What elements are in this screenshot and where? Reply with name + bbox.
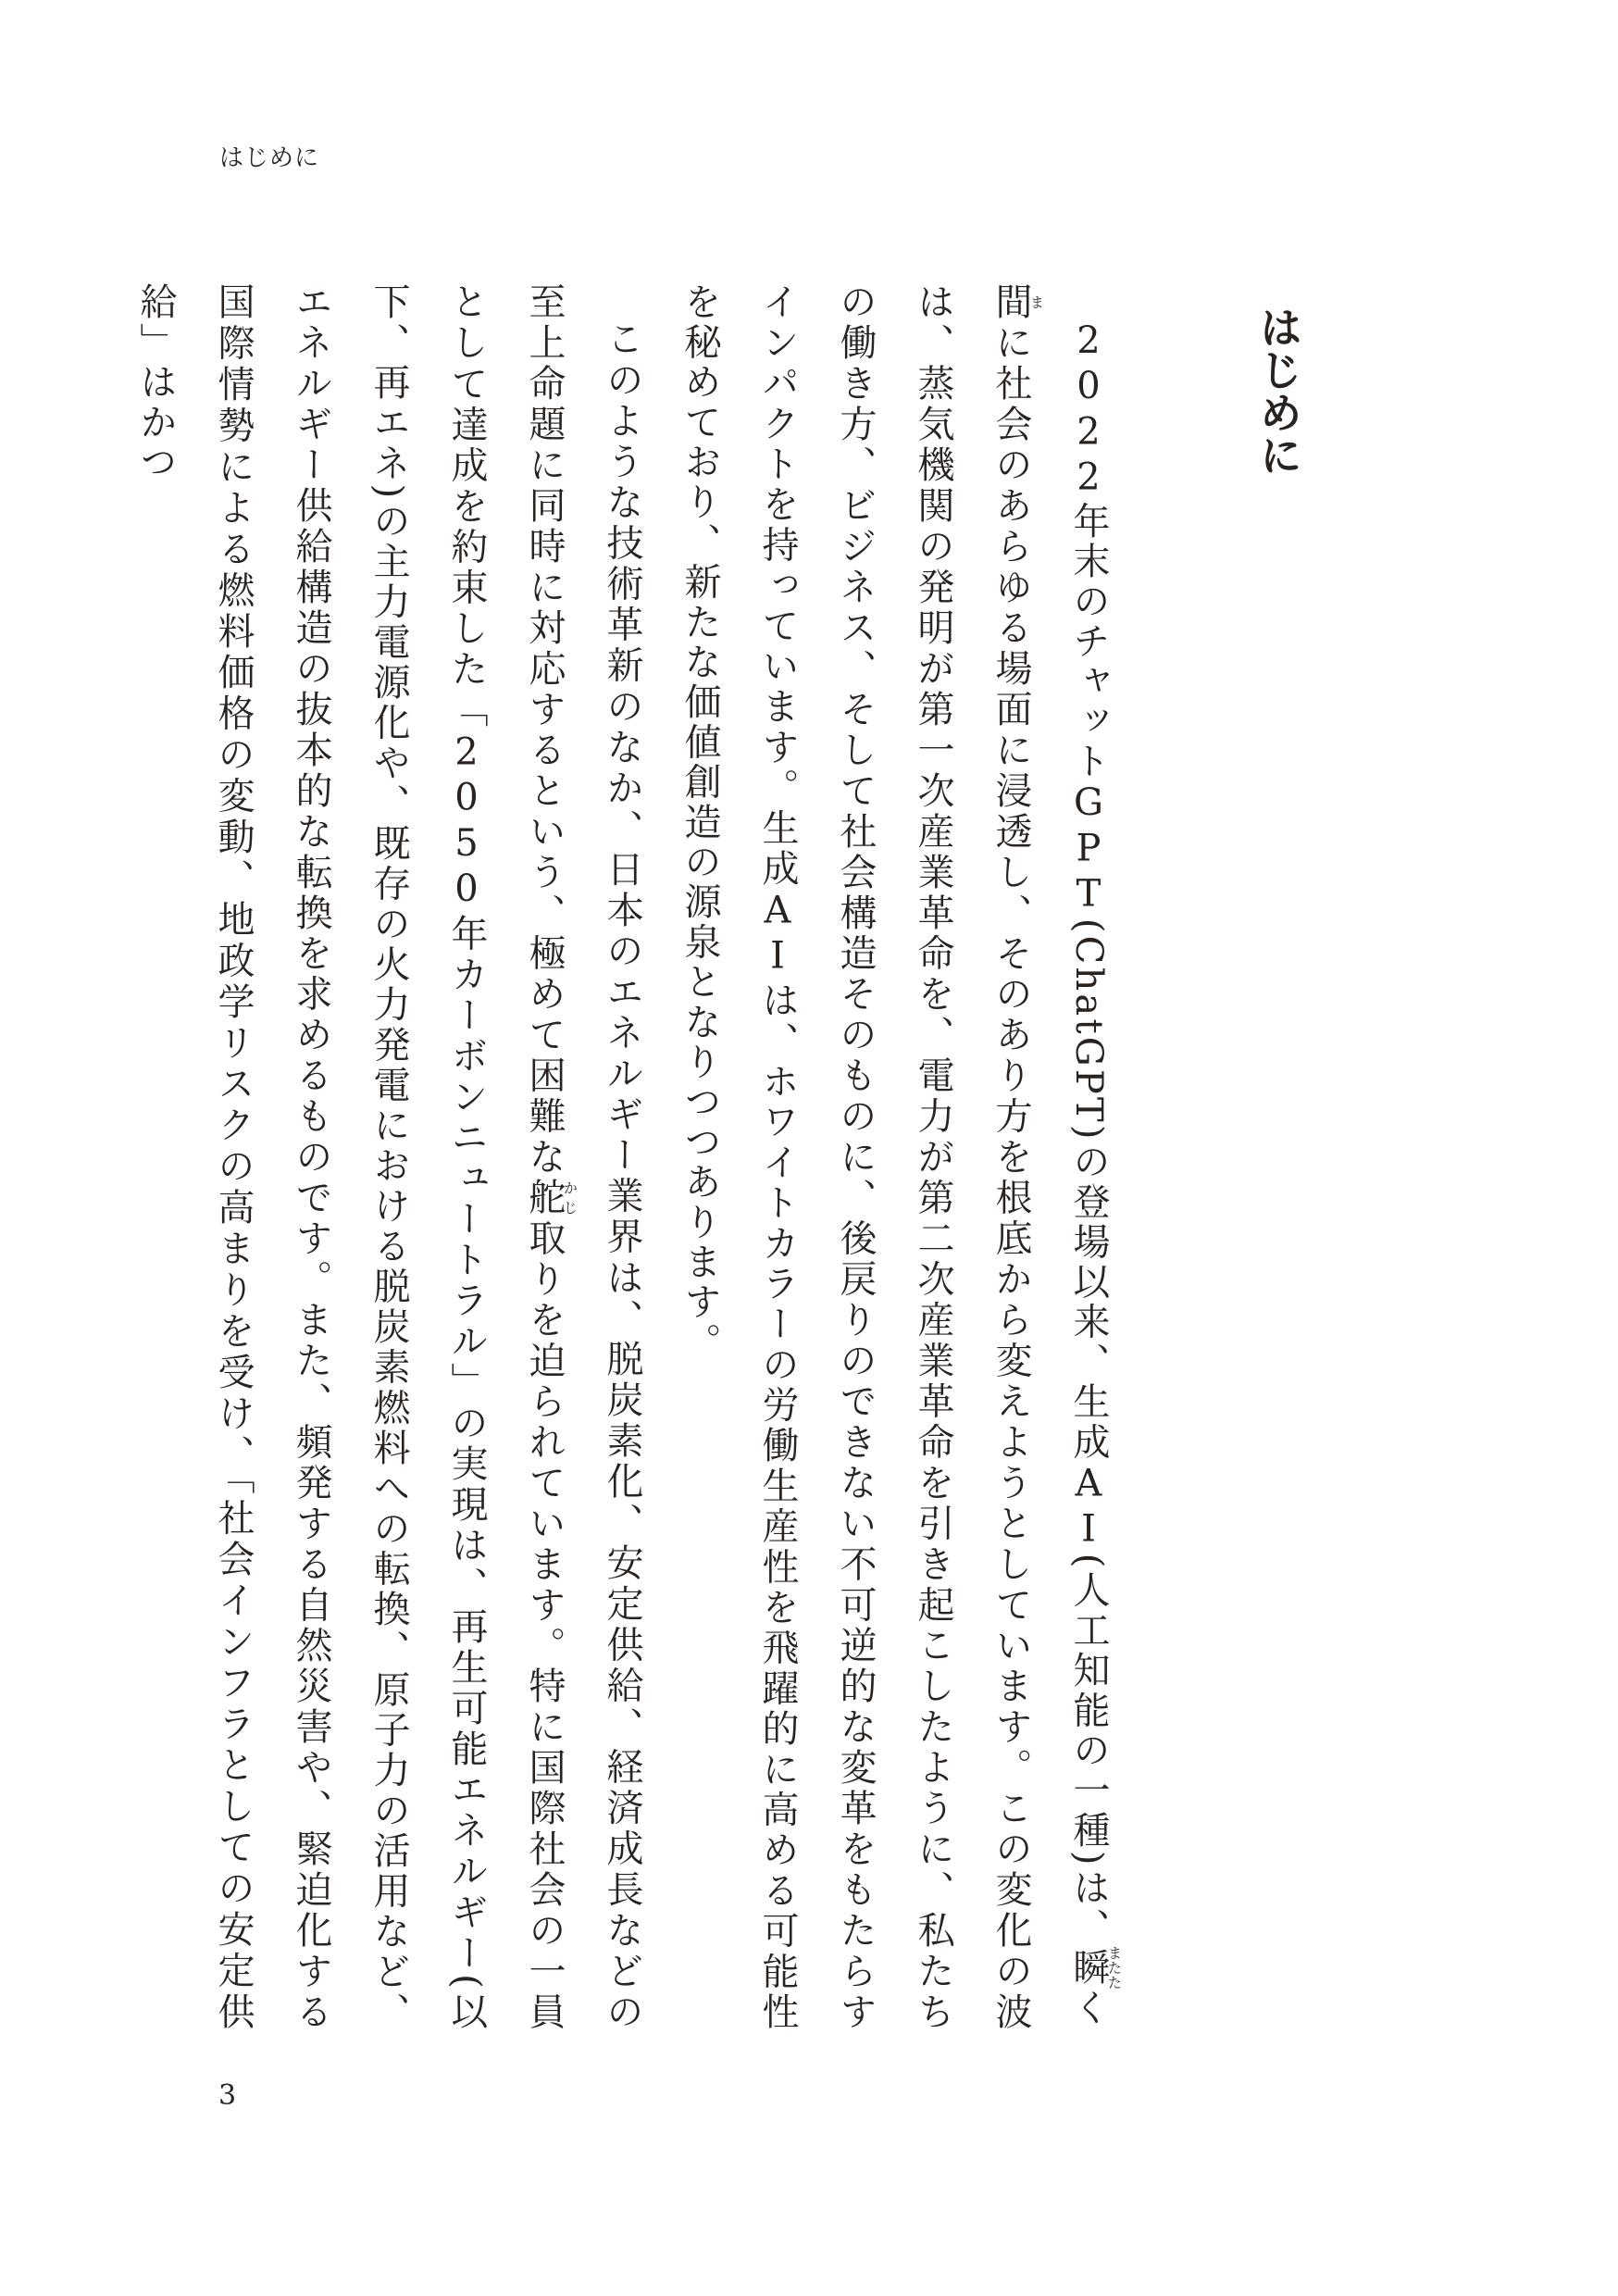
ruby-annotated-text: 舵かじ [523, 1178, 579, 1219]
text-run: に社会のあらゆる場面に浸透し、そのあり方を根底から変えようとしています。この変化の波は、蒸気機関の発明が第一次産業革命を、電力が第二次産業革命を引き起こしたように、私たちの働き方、ビジネス、そして社会構造そのものに、後戻りのできない不可逆的な変革をもたらすインパクトを持っています。生成 [756, 282, 1032, 2033]
text-run: は、ホワイトカラーの労働生産性を飛躍的に高める可能性を秘めており、新たな価値創造の源泉となりつつあります。 [678, 282, 799, 2033]
upright-run: AI [756, 889, 799, 980]
upright-run: 2022 [1067, 319, 1110, 502]
paragraph [117, 282, 661, 2032]
ruby-annotated-text: 瞬またた [1067, 1945, 1123, 1990]
page-number: 3 [218, 2079, 237, 2112]
text-run: 取りを迫られています。特に国際社会の一員として達成を約束した「 [445, 282, 566, 2033]
text-run: (ChatGPT)の登場以来、生成 [1067, 917, 1110, 1463]
upright-run: 2050 [445, 730, 488, 914]
text-run: 年末のチャット [1067, 501, 1110, 782]
ruby-annotated-text: 間ま [989, 282, 1045, 323]
text-run: く [1067, 1988, 1110, 2028]
upright-run: AI [1067, 1462, 1110, 1554]
page-title: はじめに [1253, 306, 1303, 476]
running-header: はじめに [219, 144, 320, 172]
text-run: このような技術革新のなか、日本のエネルギー業界は、脱炭素化、安定供給、経済成長などの至上命題に同時に対応するという、極めて困難な [523, 282, 643, 2032]
paragraph [661, 282, 1127, 2032]
body-text [117, 282, 1127, 2032]
text-run: (人工知能の一種)は、 [1067, 1553, 1110, 1949]
text-run: 年カーボンニュートラル」の実現は、再生可能エネルギー(以下、再エネ)の主力電源化や、既存の火力発電における脱炭素燃料への転換、原子力の活用など、エネルギー供給構造の抜本的な転換を求めるものです。また、頻発する自然災害や、緊迫化する国際情勢による燃料価格の変動、地政学リスクの高まりを受け、「社会インフラとしての安定供給」はかつ [134, 282, 488, 2032]
upright-run: GPT [1067, 781, 1110, 918]
